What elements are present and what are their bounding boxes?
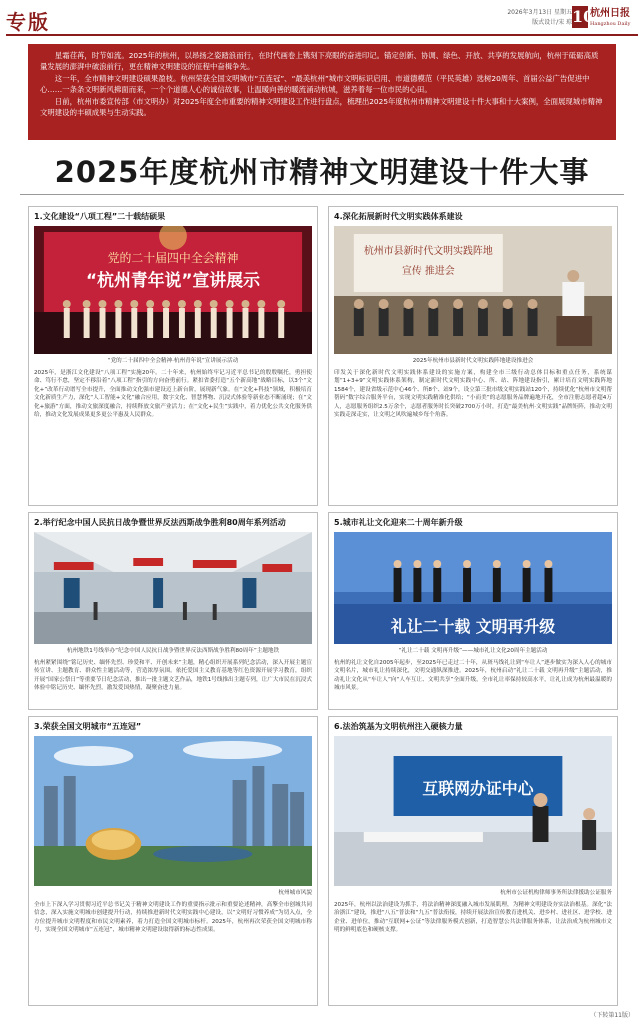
service-center-photo bbox=[334, 736, 612, 886]
photo-caption: 杭州地铁1号线举办“纪念中国人民抗日战争暨世界反法西斯战争胜利80周年”主题地铁 bbox=[66, 648, 280, 654]
card-heading: 6.法治筑基为文明杭州注入硬核力量 bbox=[334, 722, 463, 731]
paper-logo bbox=[590, 7, 638, 28]
page-number: 10 bbox=[572, 7, 595, 26]
card-heading: 3.荣获全国文明城市“五连冠” bbox=[34, 722, 142, 731]
card-heading: 1.文化建设“八项工程”二十载结硕果 bbox=[34, 212, 166, 221]
card-body: 杭州紧紧围绕“铭记历史、缅怀先烈、珍爱和平、开创未来”主题，精心组织开展系列纪念活动，深入开展主题宣传宣讲、主题教育、群众性主题活动等，营造浓厚氛围。依托爱国主义教育基地等红色资源开展学习教育，组织开展“国家公祭日”等重要节日纪念活动，推出一批主题文艺作品，地铁1号线推出主题专列，让广大市民在沉浸式体验中铭记历史、缅怀先烈，激发爱国热情，凝聚奋进力量。 bbox=[34, 660, 312, 692]
photo-caption: 杭州市公证机构律师事务所法律援助公证服务 bbox=[500, 890, 612, 896]
continued-note: （下转第11版） bbox=[590, 1012, 634, 1019]
subway-photo bbox=[34, 532, 312, 644]
photo-caption: “党的二十届四中全会精神·杭州青年说”宣讲展示活动 bbox=[107, 358, 239, 364]
card-body: 杭州的礼让文化自2005年起步，至2025年已走过二十年，从斑马线礼让到“车让人”逐步做实为深入人心的城市文明名片，城市礼让持续深化，文明交通纵深推进。2025年，杭州启动“礼让二十载 文明再升级”主题活动，推动礼让文化从“车让人”向“人车互让、文明共享”全面升级，全市礼让率保持较高水平，让礼让成为杭州最温暖的城市风景。 bbox=[334, 660, 612, 692]
event-card-6 bbox=[328, 716, 618, 1006]
card-body: 印发关于深化新时代文明实践体系建设的实施方案，构建全市三级行动总体目标和重点任务，系统谋划“1+3+9”文明实践体系架构，制定新时代文明实践中心、所、站、阵地建设指引，累计培育文明实践阵地1584个，建设省级示范中心46个、所8个、站9个，设立第三批市级文明实践站120个，持续优化“杭州市文明帮帮码”数字综合服务平台，实现文明实践精准化供给；“小而美”的志愿服务品牌遍地开花，全市注册志愿者超4万人，志愿服务组织2.5万余个，志愿者服务时长突破2700万小时，打造“最美杭州·文明实践”品牌矩阵，推动文明实践走深走实，让文明之风吹遍城乡每个角落。 bbox=[334, 370, 612, 419]
paper-name: 杭州日报 bbox=[590, 8, 630, 19]
event-card-5 bbox=[328, 512, 618, 710]
intro-box bbox=[28, 44, 616, 140]
title-divider bbox=[20, 194, 624, 195]
main-title: 2025年度杭州市精神文明建设十件大事 bbox=[54, 155, 590, 189]
meeting-photo bbox=[334, 226, 612, 354]
banner-line-1: 杭州市县新时代文明实践阵地 bbox=[363, 245, 493, 258]
banner-line-2: 宣传 推进会 bbox=[401, 265, 455, 278]
intro-paragraph: 这一年，全市精神文明建设硕果盈枝。杭州荣获全国文明城市“五连冠”、“最美杭州”城市文明标识启用、市道德模范（平民英雄）选树20周年、首届公益广告促进中心……一条条文明新风拂面而来，一个个道德人心的诚信故事，让温暖向善的暖流涌动杭城，滋养着每一位市民的心田。 bbox=[40, 74, 590, 94]
card-body: 2025年，杭州以法治建设为抓手，将法治精神深度融入城市发展肌理，为精神文明建设夯实法治根基。深化“法治浙江”建设，推进“八五”普法和“九五”普法衔接，持续开展法治宣传教育进机关、进乡村、进社区、进学校、进企业、进单位，推动“互联网+公证”等法律服务模式创新，打造智慧公共法律服务体系，让法治成为杭州城市文明的鲜明底色和硬核支撑。 bbox=[334, 902, 612, 934]
screen-text: 互联网办证中心 bbox=[422, 778, 534, 799]
card-heading: 2.举行纪念中国人民抗日战争暨世界反法西斯战争胜利80周年系列活动 bbox=[34, 518, 286, 527]
stage-photo bbox=[34, 226, 312, 354]
ceremony-photo bbox=[334, 532, 612, 644]
photo-caption: 2025年杭州市县新时代文明实践阵地建设推进会 bbox=[412, 358, 534, 364]
event-card-2 bbox=[28, 512, 318, 710]
city-skyline-photo bbox=[34, 736, 312, 886]
event-card-3 bbox=[28, 716, 318, 1006]
date-line: 2026年3月13日 星期五 bbox=[507, 9, 572, 16]
card-heading: 4.深化拓展新时代文明实践体系建设 bbox=[334, 212, 463, 221]
card-body: 2025年，是浙江文化建设“八项工程”实施20年。二十年来，杭州始终牢记习近平总书记的殷殷嘱托，勇担使命、笃行不怠，坚定不移沿着“八项工程”指引的方向奋勇前行。紧扣省委打造“五个新高地”战略目标，以3个“文化+”改革行动谱写全市提升，全面推动文化强市建设迈上新台阶，展现新气象。在“文化+科技”领域，积极培育文化新质生产力，深化“人工智能+文化”融合应用，数字文化、智慧博物、沉浸式体验等新业态不断涌现；在“文化+旅游”方面，推动文旅深度融合，持续释放文旅产业活力；在“文化+民生”实践中，着力优化公共文化服务供给，推动文化发展成果更多更公平惠及人民群众。 bbox=[34, 370, 312, 419]
banner-line-1: 礼让二十载 文明再升级 bbox=[390, 616, 556, 637]
intro-paragraph: 星霜荏苒，时节如流。2025年的杭州，以昂扬之姿踏浪而行，在时代画卷上镌刻下亮眼的奋进印记。锚定创新、协调、绿色、开放、共享的发展航向，杭州于砥砺高质量发展的澎湃中破浪前行，更在精神文明建设的征程中奋楫争先。 bbox=[40, 51, 599, 71]
section-label: 专版 bbox=[6, 10, 50, 34]
card-heading: 5.城市礼让文化迎来二十周年新升级 bbox=[334, 518, 463, 527]
masthead bbox=[6, 4, 638, 36]
photo-caption: 杭州城市风貌 bbox=[278, 890, 312, 896]
photo-caption: “礼让二十载 文明再升级”——城市礼让文化20周年主题活动 bbox=[398, 648, 548, 654]
banner-line-2: “杭州青年说”宣讲展示 bbox=[86, 269, 260, 291]
event-card-1 bbox=[28, 206, 318, 506]
paper-sub: Hangzhou Daily bbox=[590, 21, 631, 27]
editor-line: 版式设计/宋 琼 bbox=[532, 19, 572, 26]
intro-paragraph: 日前，杭州市委宣传部（市文明办）对2025年度全市重要的精神文明建设工作进行盘点，梳理出2025年度杭州市精神文明建设十件大事和十大案例，全面展现城市精神文明建设的丰硕成果与生动实践。 bbox=[40, 97, 603, 117]
banner-line-1: 党的二十届四中全会精神 bbox=[107, 250, 239, 266]
masthead-info bbox=[452, 8, 572, 28]
event-card-4 bbox=[328, 206, 618, 506]
card-body: 全市上下深入学习贯彻习近平总书记关于精神文明建设工作的重要指示批示和重要论述精神，高擎全市创城共同信念，深入实施文明城市创建提升行动，持续推进新时代文明实践中心建设，以“文明好习惯养成”为切入点，全方位提升城市文明程度和市民文明素养，着力打造全国文明城市标杆。2025年，杭州再次荣获全国文明城市称号，实现全国文明城市“五连冠”，城市精神文明建设取得新的标志性成果。 bbox=[34, 902, 312, 934]
